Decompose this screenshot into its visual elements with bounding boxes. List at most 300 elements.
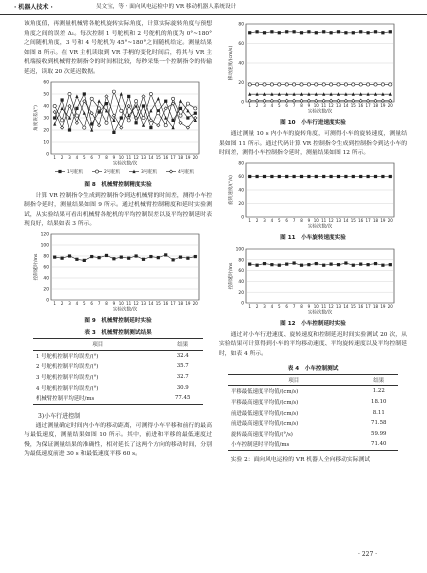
x-tick-label: 2: [255, 103, 259, 108]
y-axis-label: 移动速度/(cm/s): [229, 45, 234, 81]
data-point: [164, 116, 167, 120]
x-tick-label: 1: [248, 103, 251, 108]
data-point: [352, 83, 355, 86]
table-row: [33, 361, 203, 372]
table-row: [228, 397, 398, 408]
data-point: [164, 106, 167, 109]
right-paragraph-1: 通过测量 10 s 内小车的旋转角度，可测得小车的旋转速度，测量结果如图 11 所示。通过代码计算 VR 控制指令生成到控制指令到达小车的时间差，测得小车控制指令延时，测量结果如图 12 所示。: [219, 131, 407, 157]
data-point: [164, 123, 167, 126]
x-axis-label: 实验次数/次: [307, 310, 333, 316]
data-point: [53, 116, 56, 119]
data-point: [263, 83, 266, 86]
data-point: [53, 110, 56, 113]
x-axis-label: 实验次数/次: [307, 224, 333, 230]
y-tick-label: 20: [43, 128, 49, 134]
y-tick-label: 20: [238, 290, 244, 296]
x-tick-label: 19: [185, 154, 191, 160]
table4-cell-value: 18.10: [371, 399, 387, 406]
x-tick-label: 12: [328, 303, 334, 309]
data-point: [53, 122, 56, 126]
x-tick-label: 20: [192, 300, 198, 306]
x-tick-label: 4: [270, 103, 274, 108]
data-point: [68, 92, 71, 95]
x-tick-label: 7: [292, 103, 296, 108]
data-point: [344, 261, 347, 264]
data-point: [263, 262, 266, 265]
x-tick-label: 9: [307, 217, 311, 223]
x-tick-label: 13: [140, 300, 147, 306]
x-tick-label: 11: [321, 103, 327, 108]
journal-name: · 机器人技术 ·: [14, 4, 53, 11]
data-point: [367, 31, 370, 34]
data-point: [179, 114, 182, 117]
left-paragraph-3: 通过测量确定时间内小车的移动距离，可测得小车平移和前行的最高与最低速度，测量结果如图 10 所示。其中，前进和平移的最低速度过慢，为保证测量结果的准确性，相对延长了这两个方向的移动时间，分别为最低速度前进 30 s 和最低速度平移 60 s。: [24, 422, 212, 458]
data-point: [381, 31, 384, 34]
x-tick-label: 16: [358, 103, 364, 108]
y-axis-label: 控制延时/ms: [229, 262, 234, 290]
y-tick-label: 0: [241, 215, 244, 221]
data-point: [337, 175, 340, 178]
x-tick-label: 5: [278, 103, 281, 108]
right-column: [219, 20, 407, 465]
data-point: [135, 254, 138, 257]
data-point: [285, 175, 288, 178]
legend-marker: [95, 169, 98, 172]
x-tick-label: 17: [170, 300, 176, 306]
data-point: [344, 31, 347, 34]
table3: [33, 338, 203, 405]
data-point: [315, 262, 318, 265]
y-tick-label: 30: [43, 116, 49, 122]
table4-cell-item: 旋转最高速度平均值/(°/s): [231, 431, 293, 438]
fig10-chart: [224, 20, 402, 116]
data-point: [263, 31, 266, 34]
data-point: [374, 262, 377, 265]
x-tick-label: 9: [307, 103, 311, 108]
data-point: [127, 104, 130, 107]
x-tick-label: 11: [321, 217, 327, 223]
data-point: [75, 121, 78, 124]
fig8-chart: [29, 78, 207, 178]
y-tick-label: 80: [238, 22, 244, 28]
data-point: [322, 30, 325, 33]
data-point: [120, 126, 123, 129]
data-point: [381, 263, 384, 266]
x-tick-label: 16: [163, 154, 169, 160]
table3-cell-item: 1 号舵机控制平均误差/(°): [36, 353, 99, 360]
data-point: [389, 175, 392, 178]
y-tick-label: 80: [238, 258, 244, 264]
y-tick-label: 20: [238, 81, 244, 87]
data-point: [359, 83, 362, 86]
data-point: [186, 257, 189, 260]
data-point: [98, 123, 101, 126]
x-tick-label: 7: [97, 154, 101, 160]
x-tick-label: 18: [372, 217, 379, 223]
left-paragraph-1: 该角度值，再测量机械臂各舵机旋转实际角度，计算实际旋转角度与预想角度之间的误差 Δ₁。每次控制 1 号舵机和 2 号舵机的角度为 0°~180°之间随机角度，3 号和 4 号舵机为 45°~180°之间随机给定。测量结果如图 8 所示。在 VR 主机读取到 VR 手柄的变化时间后，将其与 VR 主机端接收到机械臂控制指令的时间相比较，每秒采集一个控制指令的传输延迟，读取 20 次延迟数据。: [24, 21, 212, 75]
data-point: [270, 30, 273, 33]
x-tick-label: 1: [53, 300, 56, 306]
data-point: [75, 106, 78, 109]
x-tick-label: 20: [387, 103, 393, 108]
data-point: [83, 259, 86, 262]
x-tick-label: 15: [350, 103, 356, 108]
y-tick-label: 0: [241, 100, 244, 106]
x-tick-label: 3: [263, 217, 266, 223]
x-tick-label: 3: [263, 303, 266, 309]
legend-marker: [169, 169, 172, 172]
x-tick-label: 10: [313, 103, 319, 108]
data-point: [330, 83, 333, 86]
data-point: [194, 255, 197, 258]
x-tick-label: 20: [192, 154, 198, 160]
x-tick-label: 14: [343, 103, 349, 108]
page-header: [0, 0, 427, 15]
y-tick-label: 100: [235, 247, 244, 253]
data-point: [120, 116, 123, 119]
x-tick-label: 16: [163, 300, 169, 306]
data-point: [172, 97, 175, 100]
fig11-chart: [224, 159, 402, 231]
data-point: [256, 263, 259, 266]
data-point: [98, 106, 101, 109]
x-tick-label: 4: [75, 300, 79, 306]
data-point: [194, 106, 197, 109]
data-point: [157, 111, 160, 114]
data-point: [142, 104, 145, 107]
data-point: [149, 118, 152, 121]
x-tick-label: 8: [300, 303, 303, 309]
data-point: [263, 175, 266, 178]
data-point: [359, 30, 362, 33]
x-tick-label: 19: [380, 217, 386, 223]
y-tick-label: 50: [43, 92, 49, 98]
data-point: [322, 263, 325, 266]
table-row: [228, 418, 398, 429]
x-tick-label: 2: [60, 154, 64, 160]
data-point: [359, 175, 362, 178]
table3-cell-value: 30.9: [176, 384, 189, 391]
table-row: [228, 439, 398, 450]
data-point: [75, 258, 78, 261]
data-point: [90, 97, 93, 100]
x-tick-label: 11: [126, 154, 132, 160]
data-point: [120, 255, 123, 258]
table4-cell-item: 小车控制延时平均值/ms: [231, 442, 290, 449]
y-tick-label: 120: [40, 232, 49, 238]
data-point: [367, 263, 370, 266]
x-tick-label: 3: [68, 300, 71, 306]
table4-header-result: 结果: [373, 377, 385, 384]
data-point: [90, 111, 93, 114]
x-tick-label: 5: [83, 154, 86, 160]
x-tick-label: 18: [372, 303, 379, 309]
x-tick-label: 12: [133, 300, 139, 306]
fig12-chart: [224, 245, 402, 317]
data-point: [172, 118, 175, 121]
data-point: [337, 263, 340, 266]
data-point: [300, 31, 303, 34]
table-row: [228, 429, 398, 440]
x-tick-label: 17: [365, 217, 371, 223]
x-tick-label: 5: [278, 303, 281, 309]
y-tick-label: 60: [238, 174, 244, 180]
table4: [228, 374, 398, 451]
data-point: [330, 31, 333, 34]
data-point: [293, 83, 296, 86]
data-point: [68, 254, 71, 257]
table4-header-row: [228, 374, 398, 386]
table3-cell-item: 4 号舵机控制平均误差/(°): [36, 385, 99, 392]
table-row: [33, 382, 203, 393]
table4-cell-item: 平移最高速度平均值/(cm/s): [231, 400, 299, 407]
x-tick-label: 2: [255, 217, 259, 223]
legend-label: 4号舵机: [178, 169, 194, 175]
y-tick-label: 0: [46, 298, 49, 304]
data-point: [105, 94, 108, 97]
y-axis-label: 控制延时/ms: [34, 253, 39, 281]
data-point: [248, 175, 251, 178]
data-point: [105, 254, 108, 257]
data-point: [142, 123, 145, 127]
data-point: [352, 175, 355, 178]
data-point: [68, 104, 71, 107]
y-axis-label: 角度误差/(°): [34, 104, 39, 131]
y-tick-label: 40: [238, 279, 244, 285]
y-tick-label: 0: [46, 152, 49, 158]
x-tick-label: 14: [343, 217, 349, 223]
data-point: [53, 255, 56, 258]
data-point: [315, 175, 318, 178]
right-paragraph-2: 通过对小车行进速度、旋转速度和控制延迟时间实验测试 20 次，从实验结果可计算得到小车的平均移动速度、平均旋转速度以及平均控制延时，如表 4 所示。: [219, 331, 407, 357]
fig9-caption: 图 9 机械臂控制延时实验: [84, 317, 152, 324]
x-tick-label: 2: [255, 303, 259, 309]
table4-cell-value: 71.40: [371, 441, 387, 448]
table-row: [33, 372, 203, 383]
data-point: [75, 94, 78, 98]
x-tick-label: 13: [140, 154, 147, 160]
x-tick-label: 13: [335, 303, 342, 309]
data-point: [179, 121, 182, 124]
data-point: [179, 99, 182, 103]
table3-header-item: 项目: [92, 342, 104, 349]
x-tick-label: 2: [60, 300, 64, 306]
x-tick-label: 1: [53, 154, 56, 160]
data-point: [285, 83, 288, 86]
data-point: [172, 258, 175, 261]
data-point: [322, 83, 325, 86]
data-point: [83, 111, 86, 115]
data-point: [61, 126, 64, 129]
data-point: [157, 96, 160, 100]
data-point: [352, 31, 355, 34]
data-point: [248, 31, 251, 34]
table3-header-row: [33, 338, 203, 350]
x-tick-label: 9: [307, 303, 311, 309]
table3-cell-item: 3 号舵机控制平均误差/(°): [36, 375, 99, 382]
data-point: [389, 263, 392, 266]
x-tick-label: 20: [387, 217, 393, 223]
data-point: [112, 130, 115, 133]
data-point: [83, 126, 86, 129]
x-tick-label: 11: [126, 300, 132, 306]
legend-label: 1号舵机: [67, 169, 83, 175]
x-tick-label: 4: [270, 217, 274, 223]
y-tick-label: 40: [43, 104, 49, 110]
y-tick-label: 20: [43, 287, 49, 293]
table-row: [33, 393, 203, 404]
data-point: [164, 99, 167, 102]
data-point: [381, 83, 384, 86]
x-tick-label: 8: [105, 300, 108, 306]
x-tick-label: 6: [90, 300, 93, 306]
x-tick-label: 12: [328, 103, 334, 108]
x-tick-label: 19: [380, 103, 386, 108]
data-point: [90, 255, 93, 258]
x-tick-label: 4: [75, 154, 79, 160]
data-point: [270, 83, 273, 86]
table3-cell-item: 机械臂控制平均延时/ms: [36, 396, 95, 403]
table4-cell-value: 71.58: [371, 420, 387, 427]
data-point: [61, 257, 64, 260]
data-point: [278, 31, 281, 34]
x-tick-label: 10: [118, 300, 124, 306]
table4-cell-value: 8.11: [372, 409, 385, 416]
running-title: 吴文宝，等 · 面向风电运检中的 VR 移动机器人系统设计: [96, 4, 237, 10]
y-tick-label: 100: [40, 243, 49, 249]
x-tick-label: 8: [300, 103, 303, 108]
data-point: [83, 99, 86, 102]
data-point: [120, 109, 123, 112]
x-tick-label: 17: [170, 154, 176, 160]
data-point: [135, 121, 138, 124]
x-tick-label: 6: [90, 154, 93, 160]
data-point: [270, 263, 273, 266]
data-point: [179, 255, 182, 258]
data-point: [307, 30, 310, 33]
data-point: [330, 262, 333, 265]
x-tick-label: 20: [387, 303, 393, 309]
data-point: [149, 255, 152, 258]
x-tick-label: 10: [118, 154, 124, 160]
x-axis-label: 实验次数/次: [307, 109, 333, 115]
table3-cell-value: 32.4: [176, 352, 189, 359]
table3-caption: 表 3 机械臂控制测试结果: [84, 329, 152, 336]
left-paragraph-2: 计算 VR 控制指令生成到控制指令到达机械臂的时间差，测得小车控制指令延时，测量结果如图 9 所示。通过机械臂控制精度和延时实验测试，从实验结果可看出机械臂各舵机的平均控制误差以及平均控制延时表现良好，结果如表 3 所示。: [24, 192, 212, 228]
data-point: [293, 175, 296, 178]
data-point: [142, 258, 145, 261]
data-point: [389, 83, 392, 86]
data-point: [300, 263, 303, 266]
data-point: [374, 30, 377, 33]
data-point: [248, 262, 251, 265]
data-point: [112, 257, 115, 260]
x-tick-label: 8: [105, 154, 108, 160]
x-tick-label: 14: [148, 154, 154, 160]
data-point: [149, 126, 152, 129]
section-heading: 3)小车行进控制: [38, 412, 81, 420]
y-tick-label: 0: [241, 301, 244, 307]
legend-marker: [58, 169, 61, 172]
data-point: [53, 104, 56, 107]
data-point: [256, 175, 259, 178]
right-paragraph-3: 实验 2：面向风电运检的 VR 机器人全向移动实际测试: [230, 456, 371, 463]
data-point: [157, 123, 160, 126]
y-tick-label: 80: [238, 161, 244, 167]
data-point: [186, 116, 189, 119]
data-point: [278, 175, 281, 178]
data-point: [142, 116, 145, 119]
x-tick-label: 6: [285, 217, 288, 223]
x-tick-label: 15: [155, 300, 161, 306]
data-point: [344, 83, 347, 86]
data-point: [367, 175, 370, 178]
x-tick-label: 6: [285, 303, 288, 309]
x-tick-label: 15: [350, 303, 356, 309]
data-point: [374, 175, 377, 178]
data-point: [278, 263, 281, 266]
x-tick-label: 7: [292, 303, 296, 309]
x-tick-label: 3: [68, 154, 71, 160]
data-point: [307, 175, 310, 178]
y-axis-label: 旋转速度/(°/s): [229, 174, 234, 205]
y-tick-label: 80: [43, 254, 49, 260]
table4-cell-value: 59.99: [371, 430, 387, 437]
data-point: [270, 175, 273, 178]
x-tick-label: 17: [365, 103, 371, 108]
data-point: [98, 256, 101, 259]
data-point: [127, 257, 130, 260]
data-point: [344, 175, 347, 178]
data-point: [315, 83, 318, 86]
table4-cell-item: 前进最高速度平均值/(cm/s): [231, 421, 299, 428]
table3-cell-item: 2 号舵机控制平均误差/(°): [36, 364, 99, 371]
data-point: [256, 83, 259, 86]
table3-cell-value: 35.7: [176, 363, 189, 370]
data-point: [293, 30, 296, 33]
x-axis-label: 实验次数/次: [112, 307, 138, 313]
data-point: [381, 175, 384, 178]
table-row: [228, 407, 398, 418]
data-point: [285, 262, 288, 265]
table-row: [33, 350, 203, 361]
legend-label: 3号舵机: [141, 169, 157, 175]
x-tick-label: 18: [177, 300, 184, 306]
data-point: [389, 30, 392, 33]
x-tick-label: 18: [177, 154, 184, 160]
data-point: [322, 175, 325, 178]
data-point: [127, 94, 130, 97]
data-point: [61, 98, 64, 101]
legend-label: 2号舵机: [104, 169, 120, 175]
plot-frame: [246, 249, 394, 303]
data-point: [179, 106, 182, 109]
data-point: [149, 92, 152, 95]
table3-cell-value: 32.7: [176, 374, 189, 381]
data-point: [352, 263, 355, 266]
x-tick-label: 19: [380, 303, 386, 309]
x-tick-label: 14: [343, 303, 349, 309]
y-tick-label: 40: [238, 188, 244, 194]
y-tick-label: 60: [238, 268, 244, 274]
x-tick-label: 10: [313, 217, 319, 223]
x-tick-label: 6: [285, 103, 288, 108]
data-point: [285, 30, 288, 33]
data-point: [248, 83, 251, 86]
data-point: [120, 92, 123, 96]
y-tick-label: 40: [43, 276, 49, 282]
data-point: [337, 83, 340, 86]
